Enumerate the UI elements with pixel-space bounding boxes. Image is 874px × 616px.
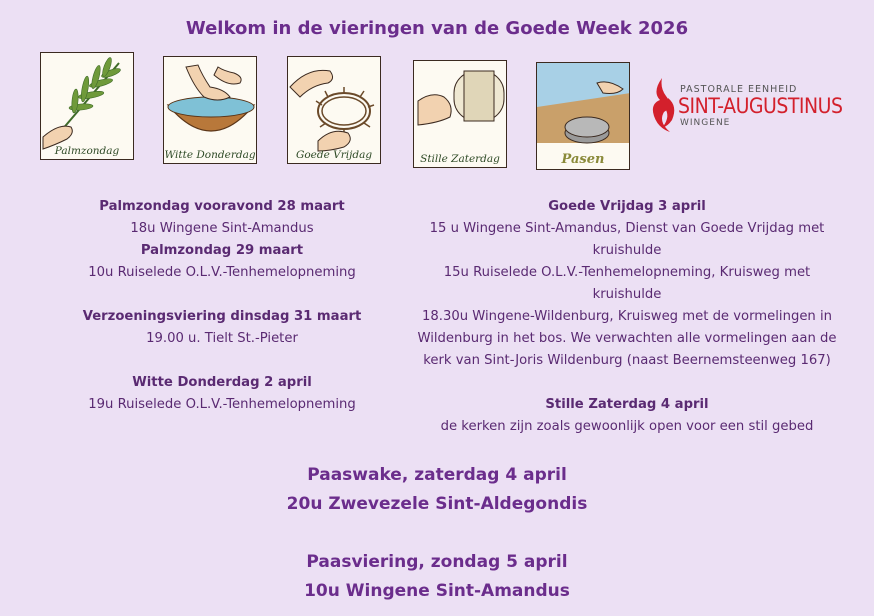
palmzondag-tile — [40, 52, 134, 160]
logo-line2: SINT-AUGUSTINUS — [678, 94, 843, 118]
parish-logo — [648, 76, 863, 136]
paasviering-heading: Paasviering, zondag 5 april — [306, 552, 568, 572]
paaswake-text: 20u Zwevezele Sint-Aldegondis — [286, 494, 588, 514]
pasen-tile — [536, 62, 630, 170]
tomb-icon — [414, 61, 507, 168]
witte-donderdag-heading: Witte Donderdag 2 april — [132, 375, 312, 390]
paasviering-text: 10u Wingene Sint-Amandus — [304, 581, 570, 601]
verzoening-text: 19.00 u. Tielt St.-Pieter — [146, 331, 298, 346]
paaswake-heading: Paaswake, zaterdag 4 april — [307, 465, 567, 485]
goede-vrijdag-heading: Goede Vrijdag 3 april — [548, 199, 706, 214]
stille-zaterdag-text: de kerken zijn zoals gewoonlijk open voor een stil gebed — [440, 419, 814, 434]
easter-schedule — [237, 461, 637, 606]
feet-washing-icon — [164, 57, 257, 164]
stille-zaterdag-caption: Stille Zaterdag — [420, 153, 500, 165]
palmzondag-heading: Palmzondag 29 maart — [140, 243, 304, 258]
goede-vrijdag-line2: kruishulde — [592, 243, 662, 258]
logo-line1: PASTORALE EENHEID — [680, 84, 798, 95]
goede-vrijdag-line1: 15 u Wingene Sint-Amandus, Dienst van Goede Vrijdag met — [429, 221, 825, 236]
palmzondag-vooravond-heading: Palmzondag vooravond 28 maart — [99, 199, 345, 214]
goede-vrijdag-line5: 18.30u Wingene-Wildenburg, Kruisweg met de vormelingen in — [421, 309, 833, 324]
goede-vrijdag-tile — [287, 56, 381, 164]
goede-vrijdag-line7: kerk van Sint-Joris Wildenburg (naast Beernemsteenweg 167) — [423, 353, 831, 368]
flame-logo-icon — [648, 76, 678, 136]
schedule-right — [398, 196, 856, 438]
stille-zaterdag-tile — [413, 60, 507, 168]
stille-zaterdag-heading: Stille Zaterdag 4 april — [545, 397, 709, 412]
goede-vrijdag-line3: 15u Ruiselede O.L.V.-Tenhemelopneming, Kruisweg met — [443, 265, 811, 280]
witte-donderdag-caption: Witte Donderdag — [164, 149, 256, 161]
palmzondag-text: 10u Ruiselede O.L.V.-Tenhemelopneming — [88, 265, 356, 280]
palm-branch-icon — [41, 53, 134, 160]
pasen-caption: Pasen — [561, 152, 605, 167]
verzoening-heading: Verzoeningsviering dinsdag 31 maart — [82, 309, 362, 324]
schedule-left — [52, 196, 392, 416]
goede-vrijdag-line4: kruishulde — [592, 287, 662, 302]
witte-donderdag-text: 19u Ruiselede O.L.V.-Tenhemelopneming — [88, 397, 356, 412]
goede-vrijdag-line6: Wildenburg in het bos. We verwachten alle vormelingen aan de — [417, 331, 837, 346]
crown-of-thorns-icon — [288, 57, 381, 164]
goede-vrijdag-caption: Goede Vrijdag — [295, 149, 373, 161]
logo-line3: WINGENE — [680, 118, 731, 128]
page-title: Welkom in de vieringen van de Goede Week 2026 — [185, 18, 689, 39]
palmzondag-vooravond-text: 18u Wingene Sint-Amandus — [130, 221, 314, 236]
palmzondag-caption: Palmzondag — [54, 145, 120, 157]
witte-donderdag-tile — [163, 56, 257, 164]
